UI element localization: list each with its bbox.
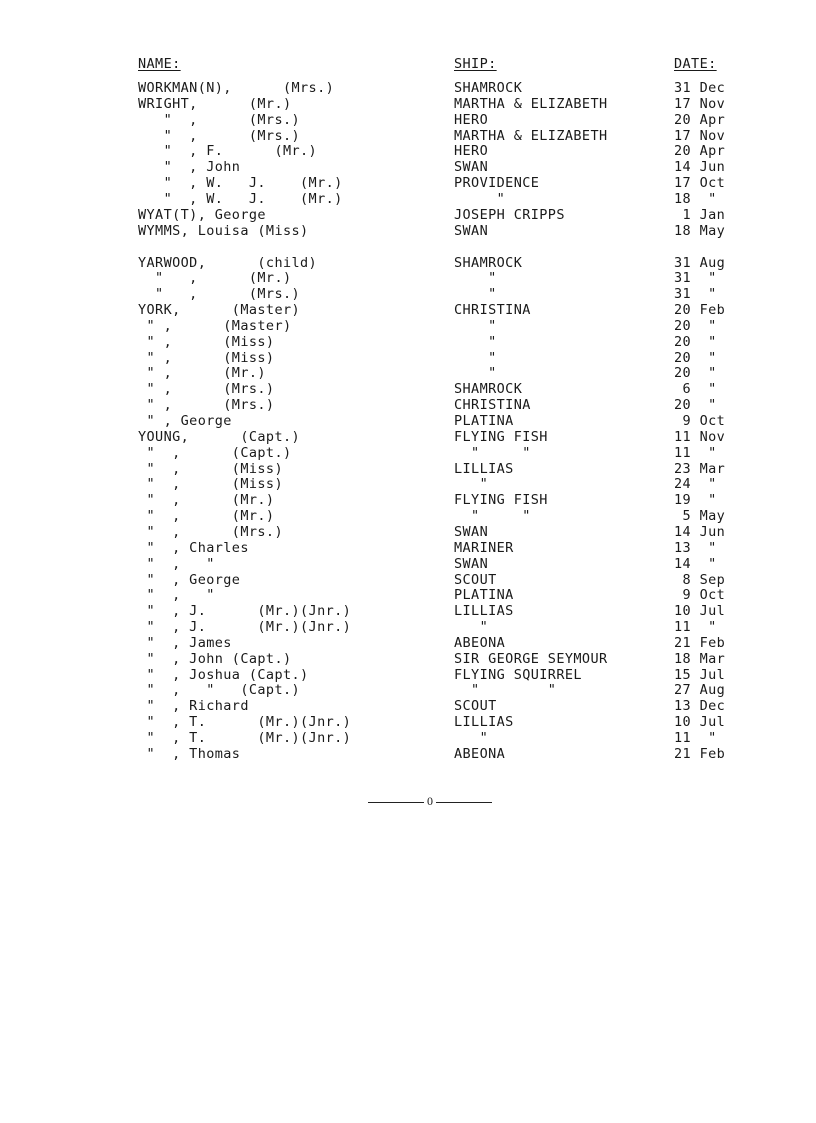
passenger-name-cell: " , George — [138, 571, 241, 588]
passenger-name-cell: " , J. (Mr.)(Jnr.) — [138, 603, 352, 620]
passenger-name-cell: " , (Master) — [138, 317, 292, 334]
ship-cell: SWAN — [454, 222, 489, 239]
header-ship: SHIP: — [454, 56, 497, 72]
date-cell: 27 Aug — [674, 682, 726, 699]
date-cell: 31 Dec — [674, 80, 726, 96]
ship-cell: SHAMROCK — [454, 381, 523, 398]
ship-cell: PROVIDENCE — [454, 175, 540, 192]
ship-cell: SWAN — [454, 555, 489, 572]
table-row — [0, 223, 816, 239]
table-row — [0, 746, 816, 762]
table-row — [0, 429, 816, 445]
ship-cell: CHRISTINA — [454, 302, 531, 318]
passenger-name-cell: " , (Miss) — [138, 333, 275, 350]
ship-cell: JOSEPH CRIPPS — [454, 206, 565, 223]
date-cell: 19 " — [674, 492, 717, 509]
table-row — [0, 445, 816, 461]
ship-cell: ABEONA — [454, 634, 506, 651]
table-row — [0, 175, 816, 191]
ship-cell: CHRISTINA — [454, 397, 531, 414]
date-cell: 23 Mar — [674, 460, 726, 477]
passenger-name-cell: " , (Mr.) — [138, 365, 266, 382]
ship-cell: SCOUT — [454, 698, 497, 715]
date-cell: 8 Sep — [674, 571, 726, 588]
date-cell: 5 May — [674, 508, 726, 525]
passenger-name-cell: " , (Miss) — [138, 460, 283, 477]
ship-cell: PLATINA — [454, 587, 514, 604]
table-row — [0, 508, 816, 524]
table-row — [0, 96, 816, 112]
table-row — [0, 334, 816, 350]
passenger-name-cell: " , John — [138, 159, 241, 176]
table-row — [0, 128, 816, 144]
passenger-name-cell: " , James — [138, 634, 232, 651]
passenger-name-cell: " , F. (Mr.) — [138, 143, 318, 160]
date-cell: 9 Oct — [674, 413, 726, 429]
ship-cell: LILLIAS — [454, 603, 514, 620]
passenger-name-cell: " , (Mrs.) — [138, 524, 283, 540]
passenger-name-cell: " , (Mrs.) — [138, 397, 275, 414]
table-row — [0, 635, 816, 651]
table-row — [0, 381, 816, 397]
date-cell: 14 " — [674, 555, 717, 572]
ship-cell: SIR GEORGE SEYMOUR — [454, 650, 608, 667]
ship-cell: MARINER — [454, 539, 514, 556]
date-cell: 11 Nov — [674, 428, 726, 445]
passenger-name-cell: " , " — [138, 587, 215, 604]
table-row — [0, 667, 816, 683]
date-cell: 21 Feb — [674, 745, 726, 762]
date-cell: 20 " — [674, 333, 717, 350]
passenger-name-cell: " , (Mr.) — [138, 492, 275, 509]
ship-cell: SCOUT — [454, 571, 497, 588]
divider-line-right — [436, 802, 492, 803]
ship-cell: " — [454, 365, 497, 382]
passenger-name-cell: " , (Mr.) — [138, 508, 275, 525]
date-cell: 10 Jul — [674, 714, 726, 731]
date-cell: 17 Nov — [674, 95, 726, 112]
date-cell: 31 " — [674, 270, 717, 287]
table-row — [0, 603, 816, 619]
table-row — [0, 524, 816, 540]
passenger-name-cell: " , J. (Mr.)(Jnr.) — [138, 619, 352, 635]
date-cell: 20 Apr — [674, 111, 726, 128]
table-row — [0, 112, 816, 128]
table-row — [0, 682, 816, 698]
date-cell: 18 Mar — [674, 650, 726, 667]
date-cell: 17 Oct — [674, 175, 726, 192]
table-row — [0, 572, 816, 588]
date-cell: 20 " — [674, 397, 717, 414]
passenger-name-cell: " , (Mrs.) — [138, 286, 301, 303]
date-cell: 18 " — [674, 190, 717, 207]
table-row — [0, 492, 816, 508]
passenger-name-cell: " , Richard — [138, 698, 249, 715]
date-cell: 10 Jul — [674, 603, 726, 620]
table-row — [0, 714, 816, 730]
date-cell: 14 Jun — [674, 524, 726, 540]
ship-cell: " — [454, 730, 489, 746]
ship-cell: HERO — [454, 111, 489, 128]
ship-cell: SWAN — [454, 524, 489, 540]
date-cell: 13 " — [674, 539, 717, 556]
date-cell: 20 " — [674, 365, 717, 382]
date-cell: 24 " — [674, 476, 717, 493]
passenger-name-cell: " , W. J. (Mr.) — [138, 175, 343, 192]
ship-cell: MARTHA & ELIZABETH — [454, 127, 608, 144]
date-cell: 14 Jun — [674, 159, 726, 176]
table-row — [0, 255, 816, 271]
date-cell: 21 Feb — [674, 634, 726, 651]
date-cell: 15 Jul — [674, 666, 726, 683]
passenger-name-cell: " , Charles — [138, 539, 249, 556]
table-row — [0, 587, 816, 603]
header-name: NAME: — [138, 56, 181, 72]
passenger-name-cell: " , John (Capt.) — [138, 650, 292, 667]
ship-cell: " — [454, 270, 497, 287]
passenger-name-cell: " , " — [138, 555, 215, 572]
passenger-name-cell: WYMMS, Louisa (Miss) — [138, 222, 309, 239]
date-cell: 20 Apr — [674, 143, 726, 160]
table-row — [0, 318, 816, 334]
ship-cell: ABEONA — [454, 745, 506, 762]
date-cell: 11 " — [674, 444, 717, 461]
ship-cell: " — [454, 190, 506, 207]
passenger-name-cell: YARWOOD, (child) — [138, 254, 318, 271]
table-row — [0, 270, 816, 286]
date-cell: 17 Nov — [674, 127, 726, 144]
passenger-name-cell: WRIGHT, (Mr.) — [138, 95, 292, 112]
ship-cell: FLYING FISH — [454, 428, 548, 445]
table-row — [0, 207, 816, 223]
table-row — [0, 302, 816, 318]
ship-cell: " — [454, 476, 489, 493]
end-divider — [368, 795, 492, 809]
passenger-name-cell: " , (Mrs.) — [138, 127, 301, 144]
date-cell: 20 " — [674, 317, 717, 334]
ship-cell: " " — [454, 444, 531, 461]
passenger-name-cell: " , (Miss) — [138, 349, 275, 366]
ship-cell: " — [454, 317, 497, 334]
passenger-name-cell: " , (Mrs.) — [138, 111, 301, 128]
ship-cell: HERO — [454, 143, 489, 160]
date-cell: 20 Feb — [674, 302, 726, 318]
ship-cell: MARTHA & ELIZABETH — [454, 95, 608, 112]
header-date: DATE: — [674, 56, 717, 72]
table-row — [0, 397, 816, 413]
ship-cell: " " — [454, 682, 557, 699]
table-row — [0, 159, 816, 175]
table-row — [0, 730, 816, 746]
ship-cell: " — [454, 349, 497, 366]
ship-cell: PLATINA — [454, 413, 514, 429]
date-cell: 9 Oct — [674, 587, 726, 604]
table-row — [0, 540, 816, 556]
ship-cell: SHAMROCK — [454, 254, 523, 271]
table-row — [0, 365, 816, 381]
passenger-name-cell: WYAT(T), George — [138, 206, 266, 223]
passenger-name-cell: " , (Mrs.) — [138, 381, 275, 398]
ship-cell: LILLIAS — [454, 460, 514, 477]
date-cell: 1 Jan — [674, 206, 726, 223]
divider-line-left — [368, 802, 424, 803]
ship-cell: " — [454, 619, 489, 635]
date-cell: 18 May — [674, 222, 726, 239]
ship-cell: SHAMROCK — [454, 80, 523, 96]
passenger-name-cell: " , George — [138, 413, 232, 429]
ship-cell: LILLIAS — [454, 714, 514, 731]
passenger-name-cell: " , (Mr.) — [138, 270, 292, 287]
table-row — [0, 191, 816, 207]
date-cell: 6 " — [674, 381, 717, 398]
ship-cell: FLYING FISH — [454, 492, 548, 509]
date-cell: 31 Aug — [674, 254, 726, 271]
table-row — [0, 651, 816, 667]
date-cell: 11 " — [674, 619, 717, 635]
date-cell: 31 " — [674, 286, 717, 303]
passenger-name-cell: " , T. (Mr.)(Jnr.) — [138, 714, 352, 731]
table-row — [0, 350, 816, 366]
passenger-name-cell: " , (Miss) — [138, 476, 283, 493]
table-row — [0, 286, 816, 302]
passenger-name-cell: " , (Capt.) — [138, 444, 292, 461]
passenger-name-cell: " , Thomas — [138, 745, 241, 762]
table-row — [0, 619, 816, 635]
passenger-name-cell: YORK, (Master) — [138, 302, 301, 318]
table-row — [0, 413, 816, 429]
ship-cell: SWAN — [454, 159, 489, 176]
table-row — [0, 476, 816, 492]
ship-cell: " — [454, 286, 497, 303]
divider-mark: 0 — [427, 794, 433, 808]
passenger-name-cell: " , T. (Mr.)(Jnr.) — [138, 730, 352, 746]
table-row — [0, 698, 816, 714]
date-cell: 20 " — [674, 349, 717, 366]
passenger-name-cell: YOUNG, (Capt.) — [138, 428, 301, 445]
ship-cell: " — [454, 333, 497, 350]
ship-cell: " " — [454, 508, 531, 525]
ship-cell: FLYING SQUIRREL — [454, 666, 582, 683]
date-cell: 13 Dec — [674, 698, 726, 715]
table-row — [0, 143, 816, 159]
date-cell: 11 " — [674, 730, 717, 746]
passenger-name-cell: " , W. J. (Mr.) — [138, 190, 343, 207]
table-row — [0, 461, 816, 477]
passenger-name-cell: " , Joshua (Capt.) — [138, 666, 309, 683]
table-row — [0, 80, 816, 96]
passenger-name-cell: " , " (Capt.) — [138, 682, 301, 699]
passenger-name-cell: WORKMAN(N), (Mrs.) — [138, 80, 335, 96]
table-row — [0, 556, 816, 572]
